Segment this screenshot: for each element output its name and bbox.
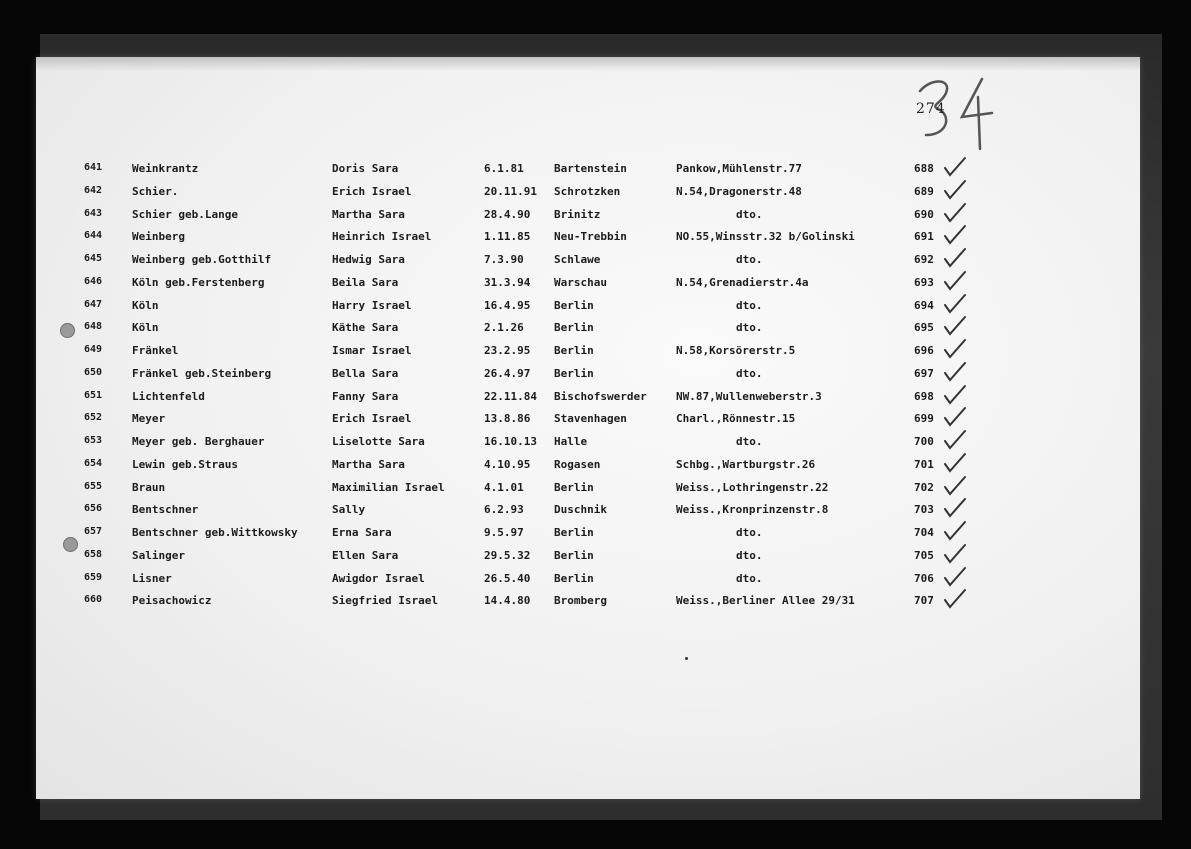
birth-place: Berlin xyxy=(554,548,594,562)
checkmark-icon xyxy=(942,179,968,201)
reference-number: 697 xyxy=(914,366,934,380)
address: dto. xyxy=(736,321,763,335)
given-names: Martha Sara xyxy=(332,457,405,471)
birth-date: 22.11.84 xyxy=(484,389,537,403)
entry-number: 659 xyxy=(84,571,103,583)
reference-number: 704 xyxy=(914,526,934,539)
entry-number: 649 xyxy=(84,344,103,355)
surname: Lichtenfeld xyxy=(132,389,205,403)
address: dto. xyxy=(736,526,763,539)
punch-hole xyxy=(63,537,78,552)
birth-place: Schrotzken xyxy=(554,184,621,198)
entry-number: 655 xyxy=(84,480,103,492)
reference-number: 688 xyxy=(914,162,934,175)
address: NW.87,Wullenweberstr.3 xyxy=(676,389,822,403)
birth-date: 26.5.40 xyxy=(484,571,531,585)
checkmark-icon xyxy=(942,588,968,610)
surname: Braun xyxy=(132,480,166,494)
checkmark-icon xyxy=(942,293,968,315)
checkmark-icon xyxy=(942,406,968,428)
surname: Bentschner xyxy=(132,503,199,517)
birth-place: Stavenhagen xyxy=(554,412,627,426)
birth-date: 28.4.90 xyxy=(484,207,531,221)
checkmark-icon xyxy=(942,202,968,224)
birth-date: 14.4.80 xyxy=(484,594,531,608)
address: dto. xyxy=(736,253,763,266)
address: dto. xyxy=(736,366,763,380)
surname: Peisachowicz xyxy=(132,594,212,608)
address: NO.55,Winsstr.32 b/Golinski xyxy=(676,230,855,244)
entry-number: 651 xyxy=(84,389,103,401)
surname: Fränkel xyxy=(132,344,179,357)
birth-place: Berlin xyxy=(554,366,594,380)
reference-number: 701 xyxy=(914,457,934,471)
surname: Meyer geb. Berghauer xyxy=(132,435,265,448)
reference-number: 699 xyxy=(914,412,934,426)
address: Weiss.,Lothringenstr.22 xyxy=(676,480,829,494)
given-names: Harry Israel xyxy=(332,298,412,312)
surname: Meyer xyxy=(132,412,166,426)
given-names: Hedwig Sara xyxy=(332,253,405,266)
given-names: Erich Israel xyxy=(332,184,412,198)
page-number: 274 xyxy=(916,101,946,117)
table-row xyxy=(36,299,1140,321)
entry-number: 648 xyxy=(84,321,103,333)
surname: Weinkrantz xyxy=(132,162,199,175)
entry-number: 646 xyxy=(84,275,103,287)
document-sheet xyxy=(36,57,1140,799)
address: dto. xyxy=(736,207,763,221)
birth-date: 1.11.85 xyxy=(484,230,531,244)
address: Schbg.,Wartburgstr.26 xyxy=(676,457,816,471)
entry-number: 643 xyxy=(84,207,103,219)
given-names: Ellen Sara xyxy=(332,548,399,562)
given-names: Awigdor Israel xyxy=(332,571,425,585)
checkmark-icon xyxy=(942,520,968,542)
reference-number: 695 xyxy=(914,321,934,335)
checkmark-icon xyxy=(942,429,968,451)
table-row xyxy=(36,481,1140,503)
reference-number: 707 xyxy=(914,594,934,608)
birth-place: Neu-Trebbin xyxy=(554,230,627,244)
checkmark-icon xyxy=(942,566,968,588)
given-names: Erna Sara xyxy=(332,526,392,539)
birth-date: 6.1.81 xyxy=(484,162,524,175)
birth-place: Berlin xyxy=(554,526,594,539)
birth-date: 2.1.26 xyxy=(484,321,524,335)
checkmark-icon xyxy=(942,247,968,269)
entry-number: 653 xyxy=(84,435,103,446)
table-row xyxy=(36,367,1140,389)
checkmark-icon xyxy=(942,384,968,406)
entry-number: 658 xyxy=(84,548,103,560)
reference-number: 690 xyxy=(914,207,934,221)
address: Pankow,Mühlenstr.77 xyxy=(676,162,802,175)
given-names: Heinrich Israel xyxy=(332,230,432,244)
birth-place: Berlin xyxy=(554,298,594,312)
birth-place: Berlin xyxy=(554,571,594,585)
entry-number: 644 xyxy=(84,230,103,242)
birth-place: Berlin xyxy=(554,480,594,494)
table-row xyxy=(36,549,1140,571)
given-names: Sally xyxy=(332,503,366,517)
given-names: Beila Sara xyxy=(332,275,399,289)
entry-number: 654 xyxy=(84,457,103,469)
checkmark-icon xyxy=(942,315,968,337)
reference-number: 705 xyxy=(914,548,934,562)
surname: Weinberg geb.Gotthilf xyxy=(132,253,272,266)
birth-date: 31.3.94 xyxy=(484,275,531,289)
surname: Köln xyxy=(132,321,159,335)
given-names: Maximilian Israel xyxy=(332,480,445,494)
birth-place: Duschnik xyxy=(554,503,607,517)
address: dto. xyxy=(736,435,763,448)
table-row xyxy=(36,321,1140,343)
birth-date: 26.4.97 xyxy=(484,366,531,380)
birth-date: 13.8.86 xyxy=(484,412,531,426)
surname: Köln xyxy=(132,298,159,312)
entry-number: 650 xyxy=(84,366,103,378)
checkmark-icon xyxy=(942,475,968,497)
reference-number: 703 xyxy=(914,503,934,517)
birth-place: Berlin xyxy=(554,344,594,357)
checkmark-icon xyxy=(942,452,968,474)
given-names: Doris Sara xyxy=(332,162,399,175)
birth-date: 16.4.95 xyxy=(484,298,531,312)
birth-date: 29.5.32 xyxy=(484,548,531,562)
birth-date: 9.5.97 xyxy=(484,526,524,539)
sheet-edge-shadow xyxy=(36,57,1140,71)
entry-number: 642 xyxy=(84,184,103,196)
table-row xyxy=(36,253,1140,275)
given-names: Martha Sara xyxy=(332,207,405,221)
surname: Köln geb.Ferstenberg xyxy=(132,275,265,289)
address: Weiss.,Kronprinzenstr.8 xyxy=(676,503,829,517)
birth-place: Bromberg xyxy=(554,594,607,608)
punch-hole xyxy=(60,323,75,338)
surname: Schier geb.Lange xyxy=(132,207,238,221)
birth-place: Schlawe xyxy=(554,253,601,266)
reference-number: 698 xyxy=(914,389,934,403)
given-names: Ismar Israel xyxy=(332,344,412,357)
table-row xyxy=(36,276,1140,298)
given-names: Siegfried Israel xyxy=(332,594,438,608)
address: Weiss.,Berliner Allee 29/31 xyxy=(676,594,855,608)
checkmark-icon xyxy=(942,224,968,246)
surname: Fränkel geb.Steinberg xyxy=(132,366,272,380)
birth-date: 20.11.91 xyxy=(484,184,537,198)
checkmark-icon xyxy=(942,361,968,383)
address: dto. xyxy=(736,298,763,312)
reference-number: 706 xyxy=(914,571,934,585)
checkmark-icon xyxy=(942,270,968,292)
given-names: Fanny Sara xyxy=(332,389,399,403)
address: dto. xyxy=(736,548,763,562)
surname: Bentschner geb.Wittkowsky xyxy=(132,526,298,539)
birth-date: 16.10.13 xyxy=(484,435,537,448)
entry-number: 647 xyxy=(84,298,103,310)
surname: Lewin geb.Straus xyxy=(132,457,238,471)
table-row xyxy=(36,458,1140,480)
address: dto. xyxy=(736,571,763,585)
given-names: Liselotte Sara xyxy=(332,435,425,448)
table-row xyxy=(36,230,1140,252)
table-row xyxy=(36,503,1140,525)
address: N.54,Grenadierstr.4a xyxy=(676,275,809,289)
entry-number: 641 xyxy=(84,162,103,173)
reference-number: 694 xyxy=(914,298,934,312)
birth-place: Bischofswerder xyxy=(554,389,647,403)
address: N.58,Korsörerstr.5 xyxy=(676,344,796,357)
reference-number: 689 xyxy=(914,184,934,198)
entry-number: 645 xyxy=(84,253,103,264)
reference-number: 696 xyxy=(914,344,934,357)
checkmark-icon xyxy=(942,338,968,360)
address: N.54,Dragonerstr.48 xyxy=(676,184,802,198)
given-names: Erich Israel xyxy=(332,412,412,426)
birth-date: 4.10.95 xyxy=(484,457,531,471)
checkmark-icon xyxy=(942,497,968,519)
given-names: Käthe Sara xyxy=(332,321,399,335)
birth-place: Halle xyxy=(554,435,588,448)
table-row xyxy=(36,572,1140,594)
entry-number: 656 xyxy=(84,503,103,515)
surname: Weinberg xyxy=(132,230,185,244)
birth-place: Rogasen xyxy=(554,457,601,471)
surname: Salinger xyxy=(132,548,185,562)
entry-number: 660 xyxy=(84,594,103,606)
reference-number: 702 xyxy=(914,480,934,494)
checkmark-icon xyxy=(942,156,968,178)
birth-date: 23.2.95 xyxy=(484,344,531,357)
checkmark-icon xyxy=(942,543,968,565)
table-row xyxy=(36,526,1140,548)
given-names: Bella Sara xyxy=(332,366,399,380)
reference-number: 700 xyxy=(914,435,934,448)
surname: Schier. xyxy=(132,184,179,198)
birth-place: Berlin xyxy=(554,321,594,335)
table-row xyxy=(36,412,1140,434)
table-row xyxy=(36,344,1140,366)
table-row xyxy=(36,185,1140,207)
birth-place: Brinitz xyxy=(554,207,601,221)
table-row xyxy=(36,162,1140,184)
entry-number: 657 xyxy=(84,526,103,537)
ink-speck xyxy=(685,657,688,660)
address: Charl.,Rönnestr.15 xyxy=(676,412,796,426)
table-row xyxy=(36,594,1140,616)
table-row xyxy=(36,208,1140,230)
birth-date: 6.2.93 xyxy=(484,503,524,517)
birth-place: Warschau xyxy=(554,275,607,289)
surname: Lisner xyxy=(132,571,172,585)
reference-number: 693 xyxy=(914,275,934,289)
birth-date: 7.3.90 xyxy=(484,253,524,266)
table-row xyxy=(36,435,1140,457)
reference-number: 692 xyxy=(914,253,934,266)
table-row xyxy=(36,390,1140,412)
entry-number: 652 xyxy=(84,412,103,424)
birth-date: 4.1.01 xyxy=(484,480,524,494)
birth-place: Bartenstein xyxy=(554,162,627,175)
reference-number: 691 xyxy=(914,230,934,244)
